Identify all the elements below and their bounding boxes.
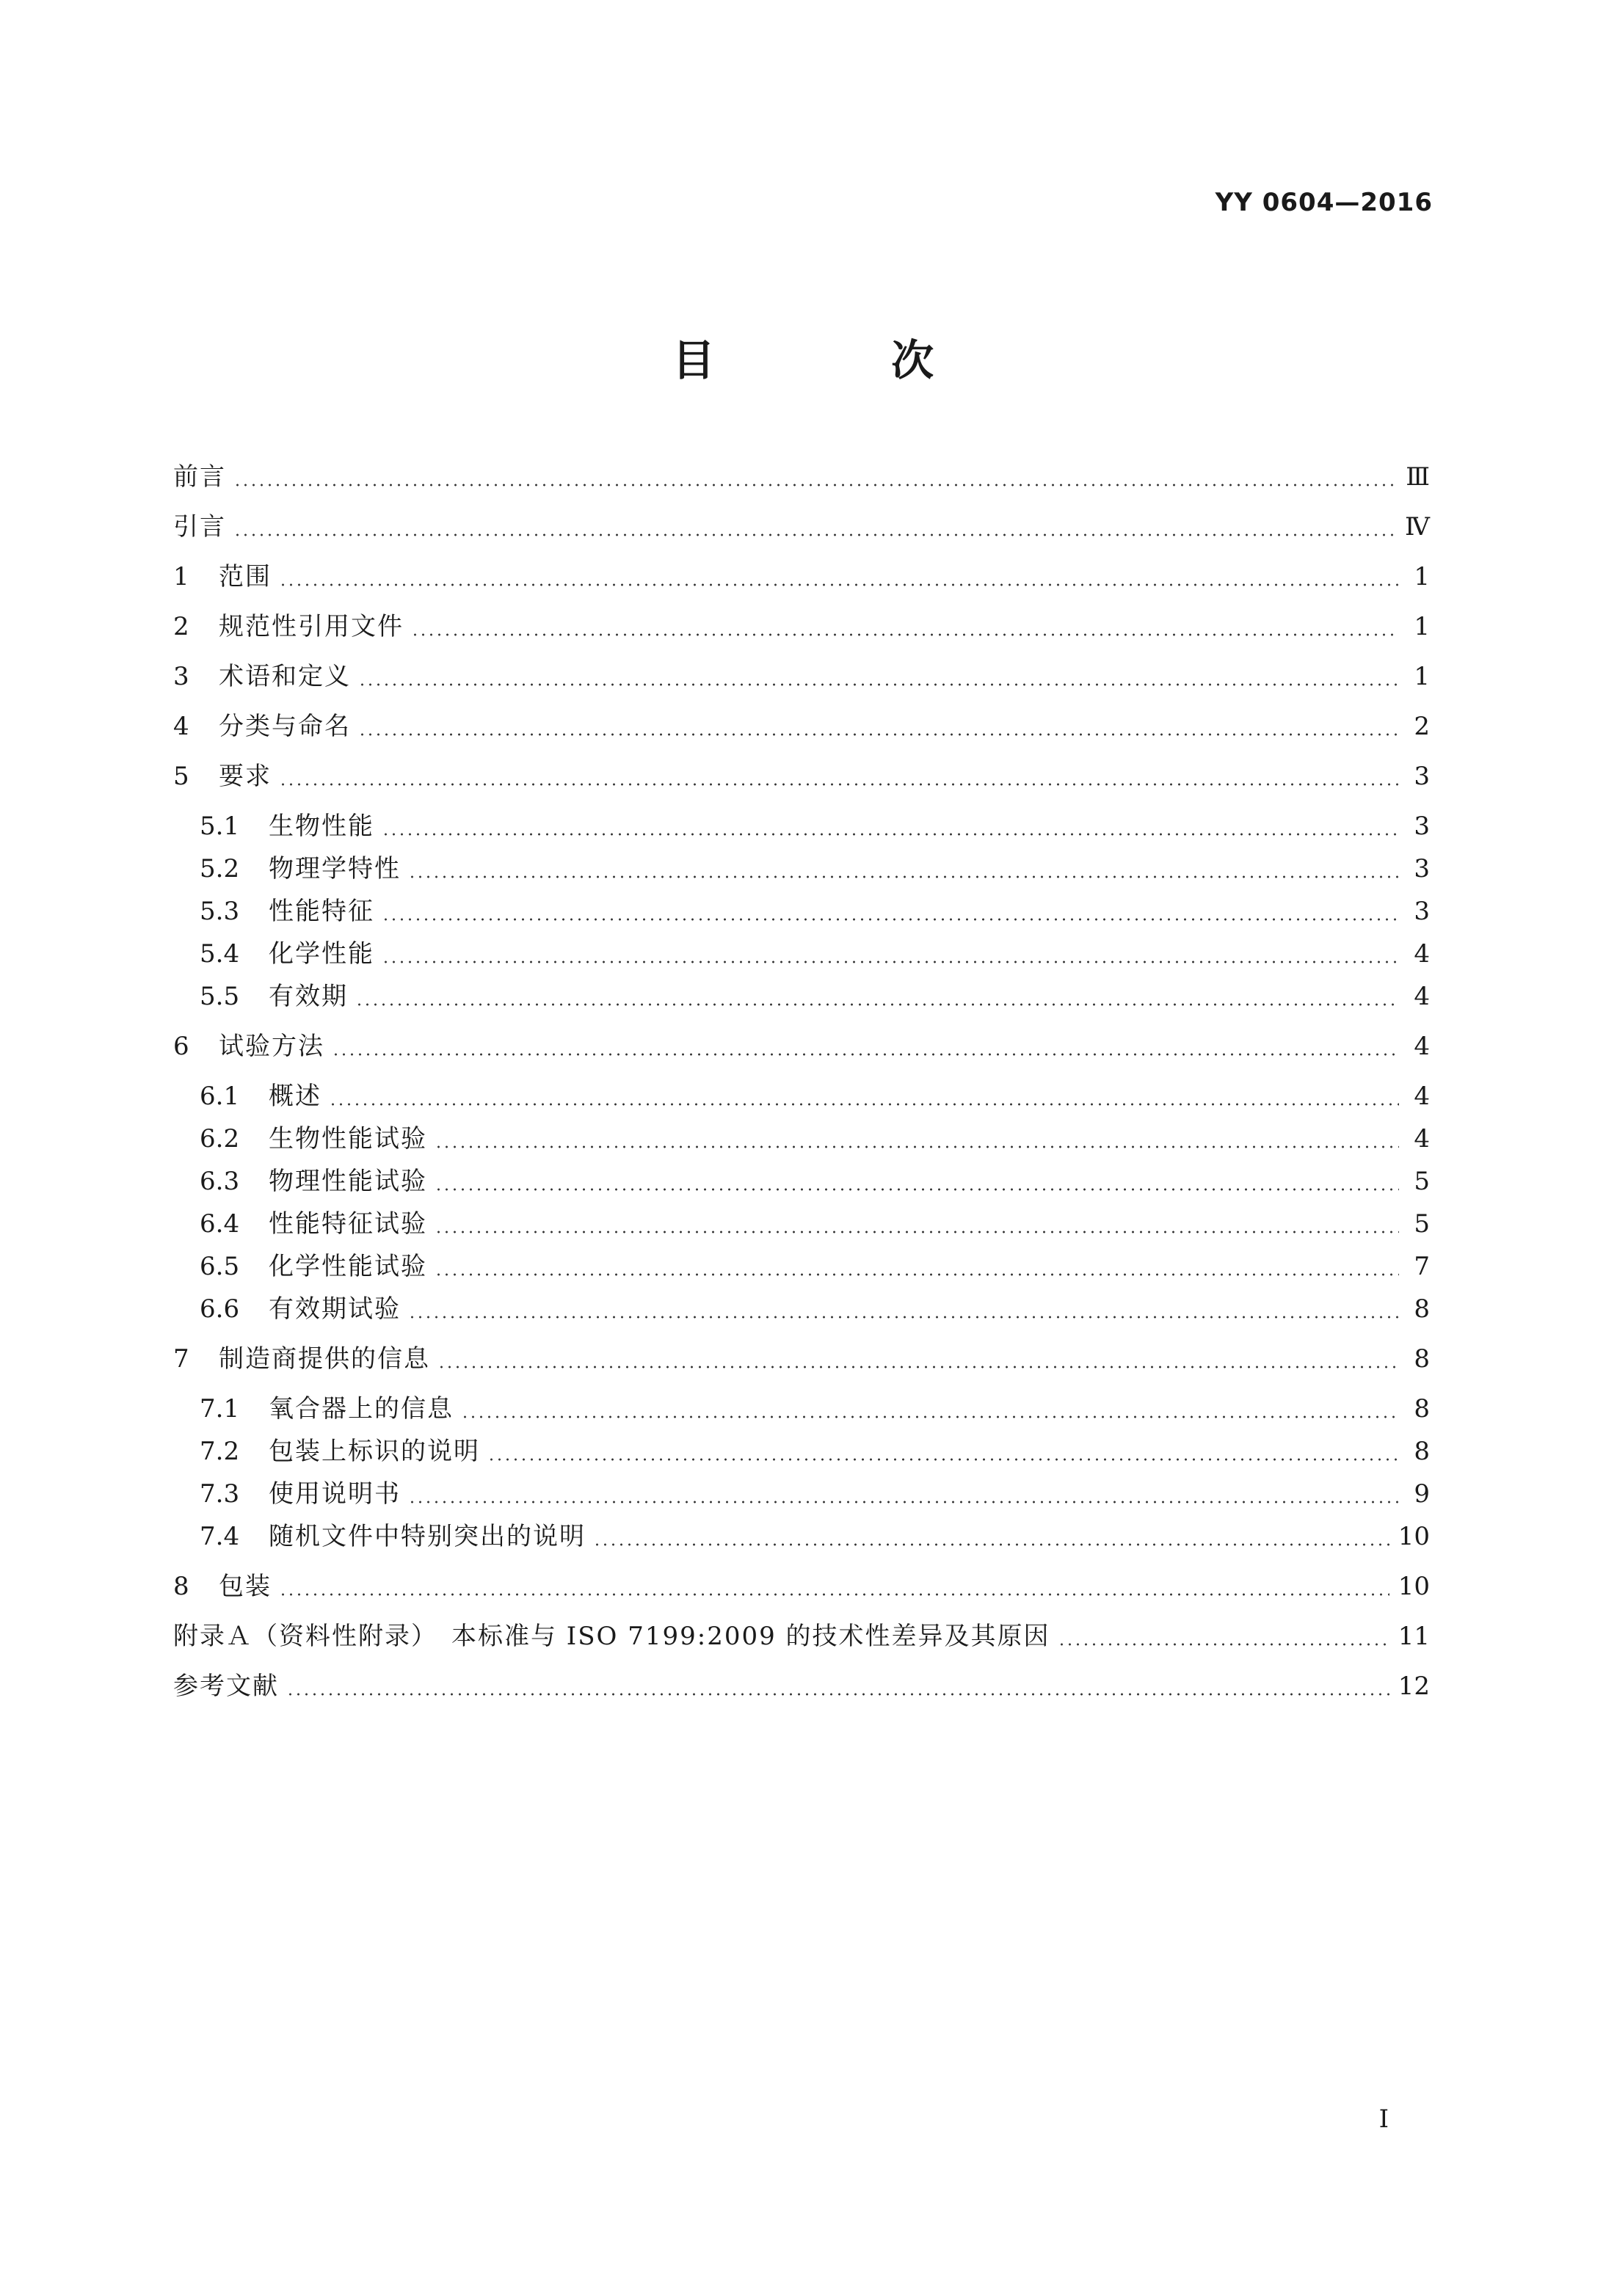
toc-entry[interactable] (200, 850, 1430, 887)
toc-entry-page: 7 (1414, 1252, 1430, 1281)
toc-entry-label: 随机文件中特别突出的说明 (269, 1522, 586, 1551)
toc-entry[interactable] (173, 459, 1430, 495)
toc-entry-label: 生物性能试验 (269, 1124, 427, 1154)
toc-entry-page: 9 (1414, 1479, 1430, 1509)
toc-entry-label: 概述 (269, 1082, 321, 1111)
standard-number: YY 0604—2016 (1215, 188, 1433, 217)
toc-entry-page: 12 (1398, 1672, 1430, 1701)
toc-entry-page: 1 (1414, 662, 1430, 691)
toc-entry-number: 3 (173, 662, 189, 691)
dot-leader (408, 1501, 1399, 1504)
toc-entry-number: 5.1 (200, 812, 240, 841)
toc-entry-label: 术语和定义 (219, 662, 351, 691)
toc-entry-label: 使用说明书 (269, 1479, 401, 1509)
toc-entry-page: 3 (1414, 812, 1430, 841)
toc-entry[interactable] (200, 1206, 1430, 1242)
toc-entry[interactable] (200, 1391, 1430, 1427)
dot-leader (279, 1593, 1389, 1596)
toc-entry-label: 物理性能试验 (269, 1167, 427, 1196)
toc-entry-number: 2 (173, 612, 189, 641)
toc-entry-label: 分类与命名 (219, 712, 351, 741)
toc-entry-number: 6 (173, 1032, 189, 1061)
toc-entry-number: 6.6 (200, 1294, 240, 1324)
toc-entry-label: 包装上标识的说明 (269, 1437, 480, 1466)
dot-leader (435, 1145, 1399, 1148)
toc-entry-page: 8 (1414, 1437, 1430, 1466)
toc-entry[interactable] (200, 936, 1430, 972)
toc-entry-page: 8 (1414, 1294, 1430, 1324)
dot-leader (1058, 1643, 1389, 1646)
toc-entry[interactable] (200, 1248, 1430, 1285)
toc-entry[interactable] (200, 1078, 1430, 1115)
toc-entry[interactable] (200, 893, 1430, 930)
toc-entry[interactable] (200, 808, 1430, 845)
dot-leader (408, 875, 1399, 878)
toc-entry-number: 1 (173, 562, 189, 591)
toc-entry-number: 7 (173, 1344, 189, 1374)
toc-entry-label: 有效期 (269, 982, 348, 1011)
toc-entry[interactable] (200, 1163, 1430, 1200)
dot-leader (382, 833, 1399, 836)
toc-entry-number: 6.3 (200, 1167, 240, 1196)
toc-entry[interactable] (200, 1120, 1430, 1157)
toc-entry[interactable] (200, 1433, 1430, 1470)
toc-entry-number: 6.4 (200, 1209, 240, 1239)
toc-entry-page: 4 (1414, 1032, 1430, 1061)
toc-entry-label: 物理学特性 (269, 854, 401, 883)
dot-leader (382, 918, 1399, 921)
toc-entry-page: 4 (1414, 939, 1430, 969)
toc-entry-number: 6.1 (200, 1082, 240, 1111)
toc-entry-label: 试验方法 (219, 1032, 324, 1061)
toc-entry[interactable] (173, 1028, 1430, 1065)
dot-leader (355, 1003, 1399, 1006)
toc-entry-page: 5 (1414, 1167, 1430, 1196)
toc-entry-number: 5.4 (200, 939, 240, 969)
toc-entry[interactable] (173, 1618, 1430, 1655)
dot-leader (435, 1231, 1399, 1233)
dot-leader (487, 1458, 1399, 1461)
toc-entry-page: Ⅲ (1406, 462, 1430, 492)
dot-leader (358, 733, 1399, 736)
toc-entry-page: 4 (1414, 982, 1430, 1011)
dot-leader (358, 683, 1399, 686)
dot-leader (435, 1188, 1399, 1191)
toc-entry-number: 6.5 (200, 1252, 240, 1281)
toc-entry-label: 包装 (219, 1572, 272, 1601)
toc-entry[interactable] (173, 608, 1430, 645)
toc-entry[interactable] (200, 978, 1430, 1015)
dot-leader (279, 583, 1399, 586)
toc-entry-page: 1 (1414, 612, 1430, 641)
toc-entry-number: 4 (173, 712, 189, 741)
toc-entry-label: 性能特征试验 (269, 1209, 427, 1239)
toc-entry-label: 生物性能 (269, 812, 374, 841)
toc-entry-page: 4 (1414, 1124, 1430, 1154)
dot-leader (279, 783, 1399, 786)
toc-entry[interactable] (173, 1568, 1430, 1605)
toc-entry-number: 7.4 (200, 1522, 240, 1551)
dot-leader (437, 1366, 1399, 1369)
toc-entry-number: 7.1 (200, 1394, 240, 1424)
dot-leader (408, 1316, 1399, 1319)
toc-entry-number: 8 (173, 1572, 189, 1601)
dot-leader (382, 961, 1399, 963)
dot-leader (233, 484, 1397, 486)
toc-entry-label: 制造商提供的信息 (219, 1344, 430, 1374)
dot-leader (461, 1415, 1399, 1418)
dot-leader (286, 1693, 1389, 1696)
toc-entry-page: 10 (1398, 1572, 1430, 1601)
toc-entry-page: 8 (1414, 1394, 1430, 1424)
toc-entry-label: 附录Ａ（资料性附录） 本标准与 ISO 7199:2009 的技术性差异及其原因 (173, 1622, 1050, 1651)
dot-leader (435, 1273, 1399, 1276)
toc-entry-label: 有效期试验 (269, 1294, 401, 1324)
toc-entry-label: 规范性引用文件 (219, 612, 404, 641)
toc-entry[interactable] (200, 1291, 1430, 1327)
toc-entry[interactable] (173, 758, 1430, 795)
toc-entry-label: 范围 (219, 562, 272, 591)
toc-entry[interactable] (200, 1518, 1430, 1555)
dot-leader (332, 1053, 1399, 1056)
dot-leader (233, 533, 1396, 536)
toc-entry[interactable] (173, 658, 1430, 695)
toc-entry-page: 10 (1398, 1522, 1430, 1551)
toc-entry-number: 6.2 (200, 1124, 240, 1154)
toc-entry-page: 5 (1414, 1209, 1430, 1239)
page-number: I (1378, 2104, 1389, 2134)
dot-leader (593, 1543, 1389, 1546)
toc-entry-label: 引言 (173, 512, 226, 542)
toc-entry[interactable] (173, 1668, 1430, 1705)
toc-entry[interactable] (173, 708, 1430, 745)
toc-entry-number: 5 (173, 762, 189, 791)
toc-entry-number: 7.2 (200, 1437, 240, 1466)
toc-entry-page: 11 (1398, 1622, 1430, 1651)
toc-entry-page: 3 (1414, 762, 1430, 791)
toc-entry-label: 化学性能试验 (269, 1252, 427, 1281)
toc-entry-label: 氧合器上的信息 (269, 1394, 454, 1424)
toc-entry[interactable] (200, 1476, 1430, 1512)
dot-leader (411, 633, 1399, 636)
toc-entry-page: 1 (1414, 562, 1430, 591)
page-title: 目 次 (672, 335, 1015, 385)
toc-entry[interactable] (173, 1341, 1430, 1377)
toc-entry-number: 5.2 (200, 854, 240, 883)
toc-entry-page: 3 (1414, 854, 1430, 883)
toc-entry-page: Ⅳ (1405, 512, 1430, 542)
toc-entry-number: 5.5 (200, 982, 240, 1011)
toc-entry-label: 性能特征 (269, 897, 374, 926)
toc-entry-page: 4 (1414, 1082, 1430, 1111)
toc-entry[interactable] (173, 558, 1430, 595)
toc-entry-label: 要求 (219, 762, 272, 791)
toc-entry-label: 参考文献 (173, 1672, 279, 1701)
toc-entry[interactable] (173, 509, 1430, 545)
toc-entry-page: 3 (1414, 897, 1430, 926)
toc-entry-label: 化学性能 (269, 939, 374, 969)
toc-entry-page: 2 (1414, 712, 1430, 741)
toc-entry-number: 7.3 (200, 1479, 240, 1509)
toc-entry-page: 8 (1414, 1344, 1430, 1374)
dot-leader (329, 1103, 1399, 1106)
toc-entry-label: 前言 (173, 462, 226, 492)
toc-entry-number: 5.3 (200, 897, 240, 926)
